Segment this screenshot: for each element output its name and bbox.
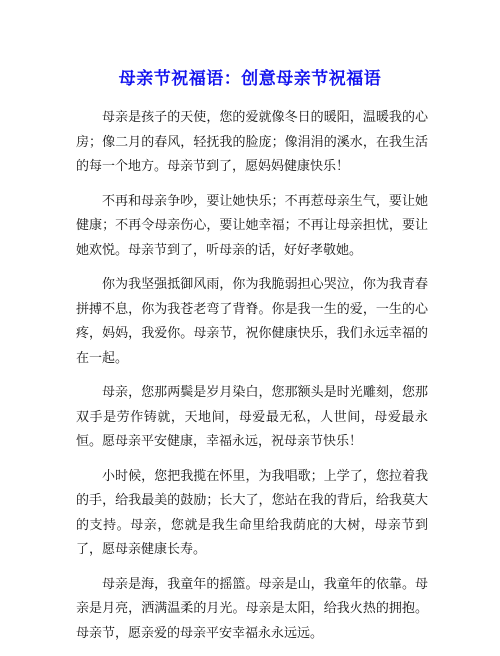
document-title: 母亲节祝福语：创意母亲节祝福语 bbox=[118, 69, 382, 89]
paragraph: 小时候，您把我揽在怀里，为我唱歌；上学了，您拉着我的手，给我最美的鼓励；长大了，您站在我的背后，给我莫大的支持。母亲，您就是我生命里给我荫庇的大树，母亲节到了，愿母亲健康长寿。 bbox=[76, 468, 428, 557]
paragraph: 母亲是孩子的天使，您的爱就像冬日的暖阳，温暖我的心房；像二月的春风，轻抚我的脸庞；像涓涓的溪水，在我生活的每一个地方。母亲节到了，愿妈妈健康快乐！ bbox=[76, 110, 428, 174]
paragraph: 不再和母亲争吵，要让她快乐；不再惹母亲生气，要让她健康；不再令母亲伤心，要让她幸福；不再让母亲担忧，要让她欢悦。母亲节到了，听母亲的话，好好孝敬她。 bbox=[76, 193, 428, 258]
paragraph: 母亲是海，我童年的摇篮。母亲是山，我童年的依靠。母亲是月亮，洒满温柔的月光。母亲是太阳，给我火热的拥抱。母亲节，愿亲爱的母亲平安幸福永永远远。 bbox=[76, 576, 428, 641]
paragraph: 你为我坚强抵御风雨，你为我脆弱担心哭泣，你为我青春拼搏不息，你为我苍老弯了背脊。你是我一生的爱，一生的心疼，妈妈，我爱你。母亲节，祝你健康快乐，我们永远幸福的在一起。 bbox=[76, 277, 428, 366]
paragraph: 母亲，您那两鬓是岁月染白，您那额头是时光雕刻，您那双手是劳作铸就，天地间，母爱最无私，人世间，母爱最永恒。愿母亲平安健康，幸福永远，祝母亲节快乐！ bbox=[76, 385, 428, 449]
document-body bbox=[76, 106, 428, 656]
